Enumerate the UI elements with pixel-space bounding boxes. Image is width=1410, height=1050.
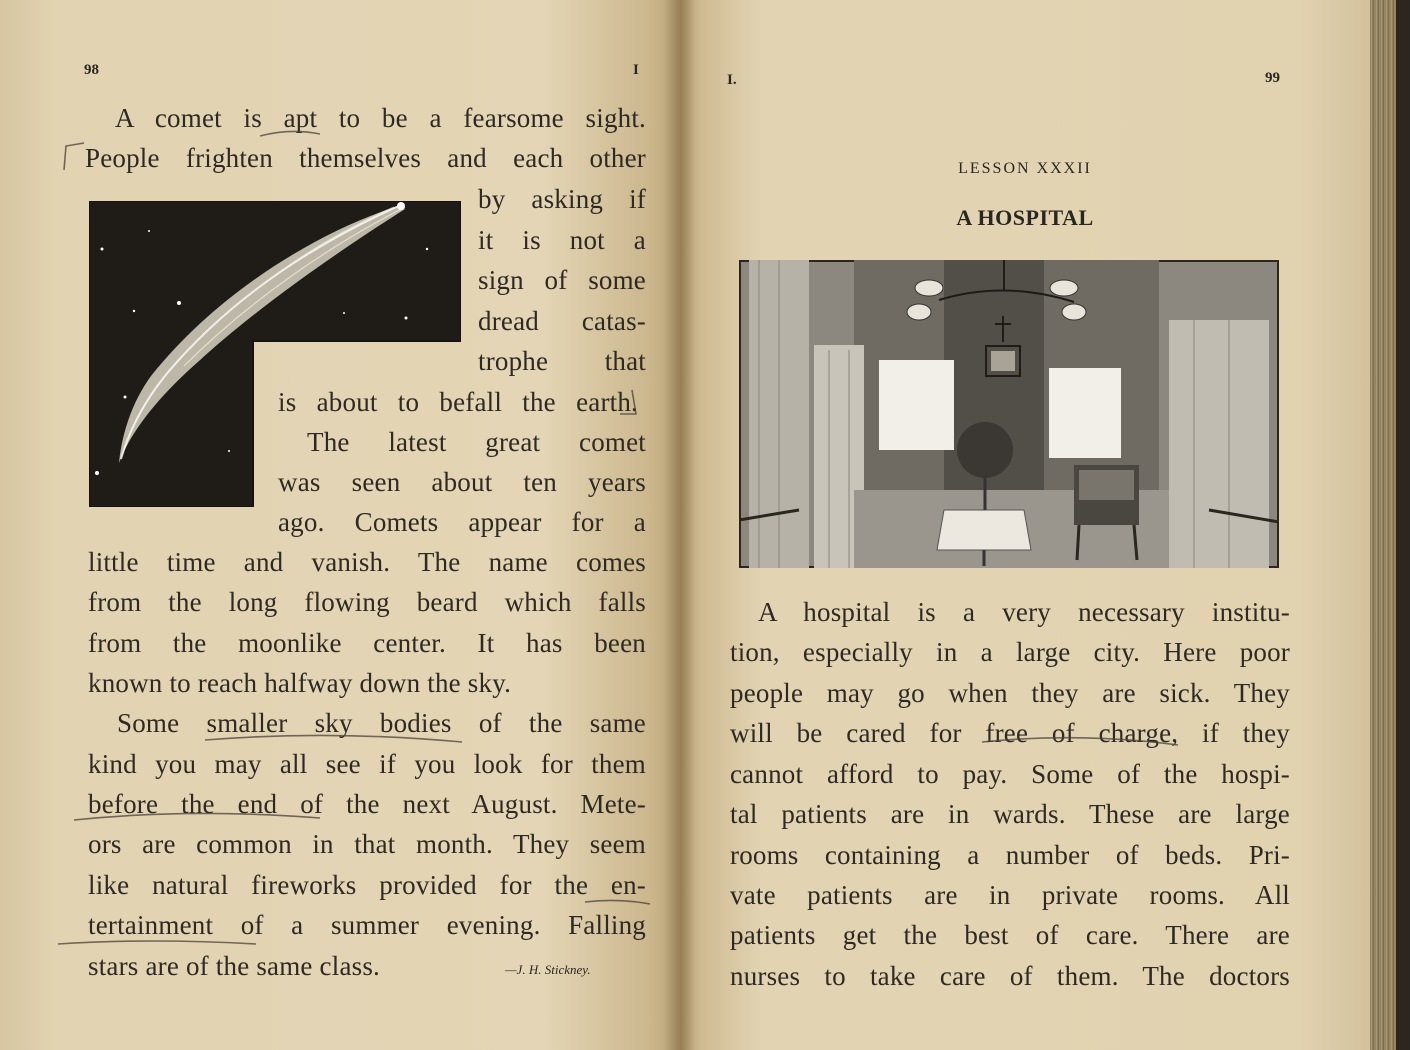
left-text-line: like natural fireworks provided for the en-	[88, 870, 646, 900]
left-text-line: by asking if	[478, 184, 646, 214]
left-text-line: A comet is apt to be a fearsome sight.	[115, 103, 646, 133]
left-text-line: kind you may all see if you look for them	[88, 749, 646, 779]
right-text-line: vate patients are in private rooms. All	[730, 880, 1290, 910]
left-text-line: from the long flowing beard which falls	[88, 587, 646, 617]
left-text-line: from the moonlike center. It has been	[88, 628, 646, 658]
comet-illustration	[89, 201, 461, 507]
right-text-line: cannot afford to pay. Some of the hospi-	[730, 759, 1290, 789]
right-text-line: nurses to take care of them. The doctors	[730, 961, 1290, 991]
left-text-line: tertainment of a summer evening. Falling	[88, 910, 646, 940]
right-text-line: people may go when they are sick. They	[730, 678, 1290, 708]
left-text-line: known to reach halfway down the sky.	[88, 668, 512, 698]
right-text-line: tal patients are in wards. These are large	[730, 799, 1290, 829]
left-text-line: The latest great comet	[307, 427, 646, 457]
left-page-number: 98	[84, 62, 99, 78]
lesson-title: A HOSPITAL	[956, 205, 1094, 230]
left-text-line: trophe that	[478, 346, 646, 376]
left-text-line: is about to befall the earth.	[278, 387, 638, 417]
right-page-number: 99	[1265, 70, 1280, 86]
left-page-signature: I	[633, 62, 639, 78]
left-text-line: Some smaller sky bodies of the same	[117, 708, 646, 738]
left-text-line: sign of some	[478, 265, 646, 295]
right-text-line: A hospital is a very necessary institu-	[758, 597, 1290, 627]
left-text-line: was seen about ten years	[278, 467, 646, 497]
left-text-line: before the end of the next August. Mete-	[88, 789, 646, 819]
right-text-line: rooms containing a number of beds. Pri-	[730, 840, 1290, 870]
right-page-signature: I.	[727, 72, 737, 88]
right-text-line: will be cared for free of charge, if they	[730, 718, 1290, 748]
left-text-line: ago. Comets appear for a	[278, 507, 646, 537]
lesson-label: LESSON XXXII	[958, 160, 1092, 177]
left-text-line: stars are of the same class.	[88, 951, 380, 981]
left-text-line: it is not a	[478, 225, 646, 255]
attribution: —J. H. Stickney.	[505, 962, 591, 977]
left-text-line: People frighten themselves and each other	[85, 143, 646, 173]
left-text-line: dread catas-	[478, 306, 646, 336]
left-text-line: ors are common in that month. They seem	[88, 829, 646, 859]
hospital-illustration	[739, 260, 1279, 568]
right-text-line: patients get the best of care. There are	[730, 920, 1290, 950]
book-gutter	[664, 0, 694, 1050]
right-text-line: tion, especially in a large city. Here poor	[730, 637, 1290, 667]
left-text-line: little time and vanish. The name comes	[88, 547, 646, 577]
book-cover-edge	[1396, 0, 1410, 1050]
